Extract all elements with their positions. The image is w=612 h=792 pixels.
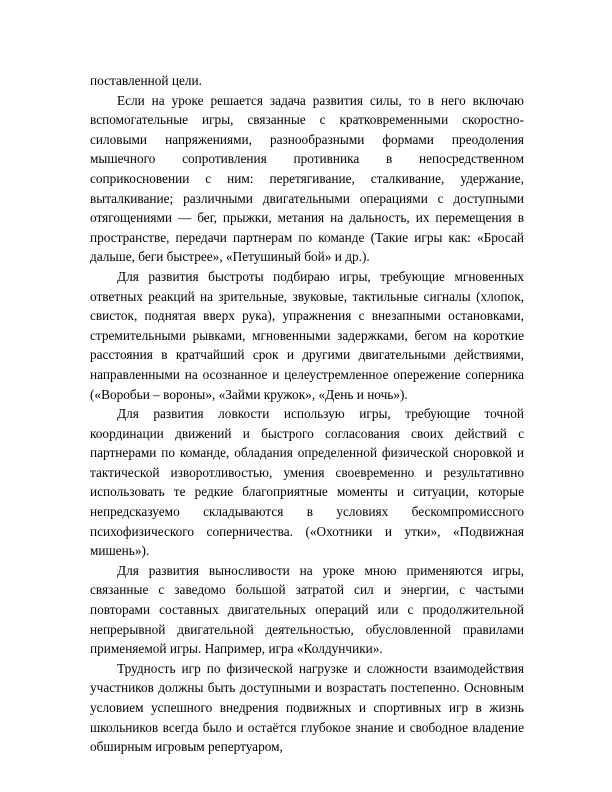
paragraph-endurance: Для развития выносливости на уроке мною применяются игры, связанные с заведомо большой затратой сил и энергии, с частыми повторами составных двигательных операций или с продолжительной непрерывной двигательной деятельностью, обусловленной правилами применяемой игры. Например, игра «Колдунчики». <box>90 562 524 657</box>
paragraph-continuation: поставленной цели. <box>90 73 202 88</box>
document-body <box>90 71 524 757</box>
paragraph-difficulty: Трудность игр по физической нагрузке и сложности взаимодействия участников должны быть доступными и возрастать постепенно. Основным условием успешного внедрения подвижных и спортивных игр в жизнь школьников всегда было и остаётся глубокое знание и свободное владение обширным игровым репертуаром, <box>90 660 524 755</box>
paragraph-strength: Если на уроке решается задача развития силы, то в него включаю вспомогательные игры, связанные с кратковременными скоростно-силовыми напряжениями, разнообразными формами преодоления мышечного сопротивления противника в непосредственном соприкосновении с ним: перетягивание, сталкивание, удержание, выталкивание; различными двигательными операциями с доступными отягощениями — бег, прыжки, метания на дальность, их перемещения в пространстве, передачи партнерам по команде (Такие игры как: «Бросай дальше, беги быстрее», «Петушиный бой» и др.). <box>90 92 524 265</box>
paragraph-agility: Для развития ловкости использую игры, требующие точной координации движений и быстрого согласования своих действий с партнерами по команде, обладания определенной физической сноровкой и тактической изворотливостью, умения своевременно и результативно использовать те редкие благоприятные моменты и ситуации, которые непредсказуемо складываются в условиях бескомпромиссного психофизического соперничества. («Охотники и утки», «Подвижная мишень»). <box>90 406 524 559</box>
paragraph-speed: Для развития быстроты подбираю игры, требующие мгновенных ответных реакций на зрительные, звуковые, тактильные сигналы (хлопок, свисток, поднятая вверх рука), упражнения с внезапными остановками, стремительными рывками, мгновенными задержками, бегом на короткие расстояния в кратчайший срок и другими двигательными действиями, направленными на осознанное и целеустремленное опережение соперника («Воробьи – вороны», «Займи кружок», «День и ночь»). <box>90 268 524 402</box>
